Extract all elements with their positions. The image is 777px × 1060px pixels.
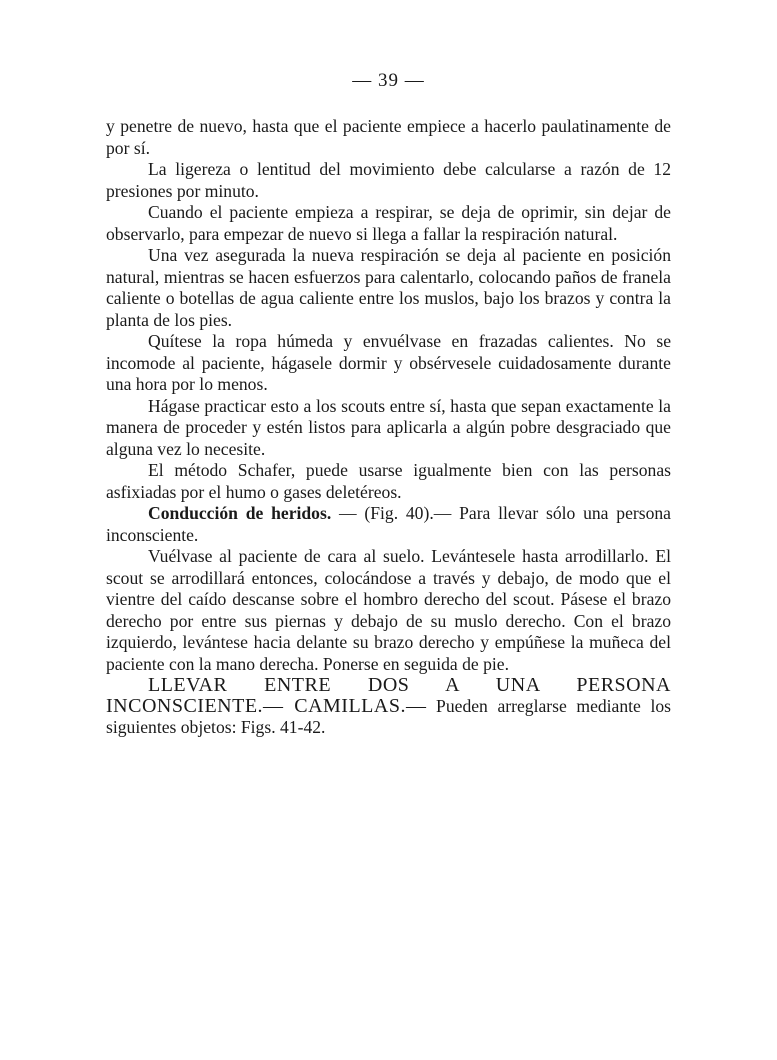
paragraph-5: Quítese la ropa húmeda y envuélvase en frazadas calientes. No se incomode al paciente, hágasele dormir y obsérvesele cuidadosamente durante una hora por lo menos. xyxy=(106,331,671,394)
paragraph-8-text: — (Fig. 40).— Para llevar sólo una persona inconsciente. xyxy=(106,503,671,545)
paragraph-1: y penetre de nuevo, hasta que el paciente empiece a hacerlo paulatinamente de por sí. xyxy=(106,116,671,158)
paragraph-10 xyxy=(106,675,671,738)
body-text xyxy=(106,116,671,738)
paragraph-4: Una vez asegurada la nueva respiración se deja al paciente en posición natural, mientras se hacen esfuerzos para calentarlo, colocando paños de franela caliente o botellas de agua caliente entre los muslos, bajo los brazos y contra la planta de los pies. xyxy=(106,245,671,330)
paragraph-7: El método Schafer, puede usarse igualmente bien con las personas asfixiadas por el humo o gases deletéreos. xyxy=(106,460,671,502)
paragraph-10-text: Pueden arreglarse mediante los siguientes objetos: Figs. 41-42. xyxy=(106,696,671,737)
paragraph-2: La ligereza o lentitud del movimiento debe calcularse a razón de 12 presiones por minuto. xyxy=(106,159,671,201)
section-heading-conduccion: Conducción de heridos. xyxy=(148,503,332,523)
paragraph-6: Hágase practicar esto a los scouts entre sí, hasta que sepan exactamente la manera de proceder y estén listos para aplicarla a algún pobre desgraciado que alguna vez lo necesite. xyxy=(106,395,671,459)
paragraph-9: Vuélvase al paciente de cara al suelo. Levántesele hasta arrodillarlo. El scout se arrodillará entonces, colocándose a través y debajo, de modo que el vientre del caído descanse sobre el hombro derecho del scout. Pásese el brazo derecho por entre sus piernas y debajo de su muslo derecho. Con el brazo izquierdo, levántese hacia delante su brazo derecho y empúñese la muñeca del paciente con la mano derecha. Ponerse en seguida de pie. xyxy=(106,546,671,674)
page-number: — 39 — xyxy=(352,70,425,91)
section-heading-llevar: LLEVAR ENTRE DOS A UNA PERSONA INCONSCIENTE.— CAMILLAS.— xyxy=(106,674,671,717)
paragraph-8 xyxy=(106,503,671,546)
paragraph-3: Cuando el paciente empieza a respirar, se deja de oprimir, sin dejar de observarlo, para empezar de nuevo si llega a fallar la respiración natural. xyxy=(106,202,671,244)
